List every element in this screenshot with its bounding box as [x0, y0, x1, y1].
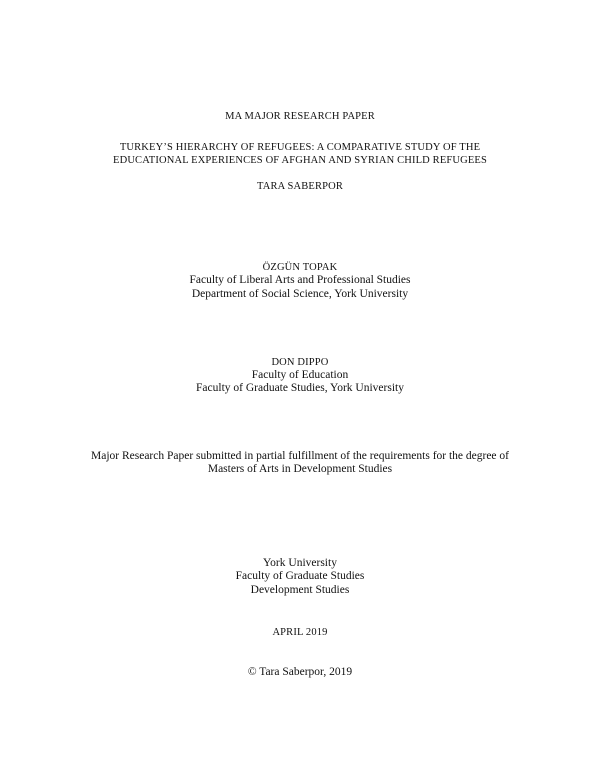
- paper-type: MA MAJOR RESEARCH PAPER: [225, 111, 375, 122]
- institution-program: Development Studies: [250, 584, 350, 596]
- author-name: TARA SABERPOR: [256, 181, 343, 192]
- institution-university: York University: [263, 557, 337, 569]
- title-line-1: TURKEY’S HIERARCHY OF REFUGEES: A COMPARATIVE STUDY OF THE: [119, 142, 481, 153]
- supervisor-department: Department of Social Science, York University: [191, 288, 409, 300]
- second-reader-name: DON DIPPO: [271, 357, 329, 368]
- institution-faculty: Faculty of Graduate Studies: [235, 570, 365, 582]
- supervisor-name: ÖZGÜN TOPAK: [262, 262, 338, 273]
- title-line-2: EDUCATIONAL EXPERIENCES OF AFGHAN AND SYRIAN CHILD REFUGEES: [113, 155, 487, 166]
- submission-date: APRIL 2019: [272, 627, 328, 638]
- supervisor-faculty: Faculty of Liberal Arts and Professional Studies: [189, 274, 411, 286]
- second-reader-department: Faculty of Graduate Studies, York University: [196, 382, 404, 394]
- second-reader-faculty: Faculty of Education: [251, 369, 349, 381]
- copyright-notice: © Tara Saberpor, 2019: [247, 666, 353, 678]
- submission-statement-line-1: Major Research Paper submitted in partial fulfillment of the requirements for the degree of: [90, 450, 509, 462]
- submission-statement-line-2: Masters of Arts in Development Studies: [207, 463, 393, 475]
